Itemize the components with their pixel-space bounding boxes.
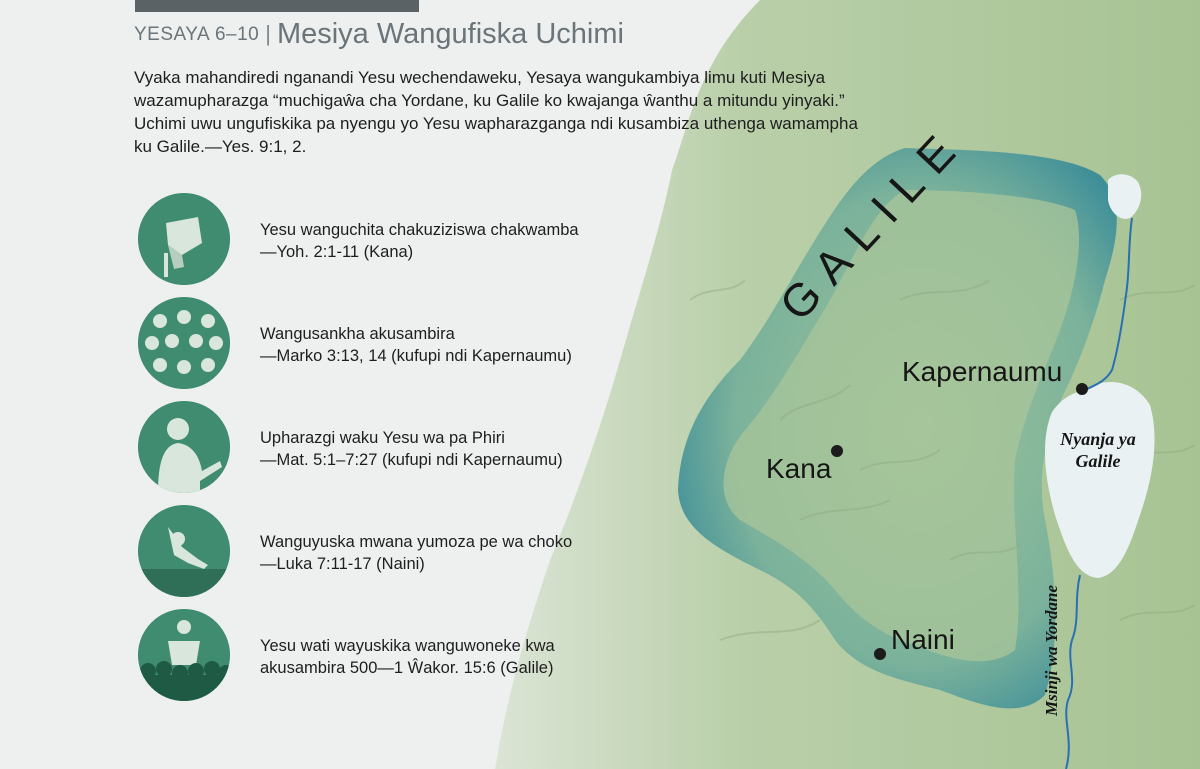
preaching-jesus-icon	[138, 401, 230, 493]
lake-label-line2: Galile	[1075, 451, 1121, 471]
kapernaumu-label: Kapernaumu	[902, 356, 1063, 387]
lake-label	[1036, 428, 1160, 472]
crowd-icon	[138, 609, 230, 701]
page-title: Mesiya Wangufiska Uchimi	[276, 18, 624, 50]
naini-label: Naini	[891, 624, 955, 655]
event-title: Wanguyuska mwana yumoza pe wa choko	[260, 533, 573, 551]
river-label: Msinji wa Yordane	[1042, 584, 1061, 716]
event-list	[138, 193, 658, 713]
kana-label: Kana	[766, 453, 832, 484]
naini-marker	[874, 648, 886, 660]
heading-separator: |	[265, 21, 271, 46]
event-title: Wangusankha akusambira	[260, 325, 455, 343]
header-bar	[135, 0, 419, 12]
kana-marker	[831, 445, 843, 457]
event-item	[138, 505, 658, 609]
event-item	[138, 609, 658, 713]
event-description	[260, 219, 640, 263]
water-jar-icon	[138, 193, 230, 285]
kapernaumu-marker	[1076, 383, 1088, 395]
page-heading	[134, 18, 734, 51]
event-title: Upharazgi waku Yesu wa pa Phiri	[260, 429, 505, 447]
event-reference: akusambira 500—1 Ŵakor. 15:6 (Galile)	[260, 659, 554, 677]
raised-son-icon	[138, 505, 230, 597]
event-title: Yesu wanguchita chakuziziswa chakwamba	[260, 221, 579, 239]
lake-label-line1: Nyanja ya	[1060, 429, 1136, 449]
event-reference: —Marko 3:13, 14 (kufupi ndi Kapernaumu)	[260, 347, 572, 365]
event-description	[260, 323, 640, 367]
event-title: Yesu wati wayuskika wanguwoneke kwa	[260, 637, 555, 655]
event-item	[138, 401, 658, 505]
event-description	[260, 635, 640, 679]
event-description	[260, 531, 640, 575]
region-label: GALILE	[769, 115, 975, 331]
intro-paragraph: Vyaka mahandiredi nganandi Yesu wechendaweku, Yesaya wangukambiya limu kuti Mesiya wazamupharazga “muchigaŵa cha Yordane, ku Galile ko kwajanga ŵanthu a mitundu yinyaki.” Uchimi uwu ungufiskika pa nyengu yo Yesu wapharazganga ndi kusambiza uthenga wamampha ku Galile.—Yes. 9:1, 2.	[134, 68, 858, 156]
event-reference: —Yoh. 2:1-11 (Kana)	[260, 243, 414, 261]
event-description	[260, 427, 640, 471]
scripture-reference: YESAYA 6–10	[134, 24, 260, 45]
event-reference: —Mat. 5:1–7:27 (kufupi ndi Kapernaumu)	[260, 451, 563, 469]
event-item	[138, 297, 658, 401]
disciples-icon	[138, 297, 230, 389]
event-reference: —Luka 7:11-17 (Naini)	[260, 555, 425, 573]
event-item	[138, 193, 658, 297]
